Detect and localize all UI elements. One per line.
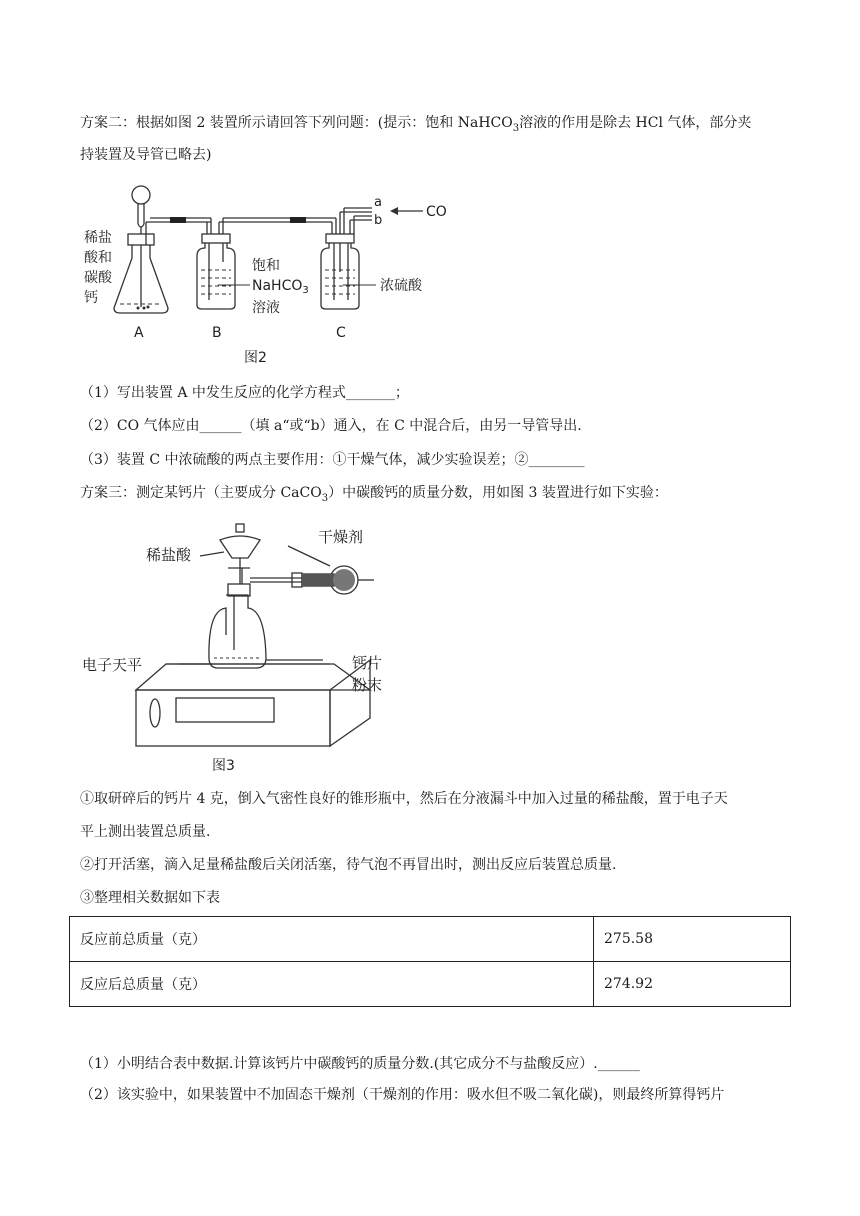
scheme2-question-1: （1）写出装置 A 中发生反应的化学方程式_______； <box>80 385 409 401</box>
label-c: C <box>336 325 346 341</box>
step-2: ②打开活塞，滴入足量稀盐酸后关闭活塞，待气泡不再冒出时，测出反应后装置总质量. <box>80 857 617 873</box>
label-flask-b-line1: 饱和 <box>252 258 280 274</box>
figure-2-apparatus <box>78 182 478 372</box>
table-cell-value: 275.58 <box>594 917 791 962</box>
step-3: ③整理相关数据如下表 <box>80 890 220 906</box>
label-a: A <box>134 325 144 341</box>
scheme3-question-2: （2）该实验中，如果装置中不加固态干燥剂（干燥剂的作用：吸水但不吸二氧化碳)，则最终所算得钙片 <box>80 1087 725 1103</box>
figure-2-caption: 图2 <box>244 350 267 366</box>
figure-3-apparatus <box>78 520 498 778</box>
data-table <box>69 916 791 1007</box>
scheme2-intro-line2: 持装置及导管已略去) <box>80 147 212 163</box>
label-electronic-balance: 电子天平 <box>82 656 143 674</box>
label-powder-line2: 粉末 <box>352 676 383 694</box>
step-1-line2: 平上测出装置总质量. <box>80 824 211 840</box>
scheme3-question-1: （1）小明结合表中数据.计算该钙片中碳酸钙的质量分数.(其它成分不与盐酸反应）.______ <box>80 1056 640 1072</box>
label-powder-line1: 钙片 <box>352 654 383 672</box>
label-flask-a-line4: 钙 <box>84 290 98 306</box>
label-port-b: b <box>374 213 383 228</box>
label-flask-a-line2: 酸和 <box>84 250 112 266</box>
scheme2-intro-line1: 方案二：根据如图 2 装置所示请回答下列问题：(提示：饱和 NaHCO$_3$溶液的作用是除去 HCl 气体，部分夹 <box>80 115 752 134</box>
label-b: B <box>212 325 222 341</box>
step-1-line1: ①取研碎后的钙片 4 克，倒入气密性良好的锥形瓶中，然后在分液漏斗中加入过量的稀盐酸，置于电子天 <box>80 791 728 807</box>
table-cell-label: 反应后总质量（克） <box>70 962 594 1007</box>
label-flask-a-line3: 碳酸 <box>84 270 112 286</box>
label-dilute-hcl: 稀盐酸 <box>146 546 192 564</box>
label-port-a: a <box>374 195 382 210</box>
label-flask-b-line3: 溶液 <box>252 300 280 316</box>
label-desiccant: 干燥剂 <box>318 528 364 546</box>
table-row <box>70 962 791 1007</box>
scheme2-question-2: （2）CO 气体应由______（填 a“或“b）通入，在 C 中混合后，由另一导管导出. <box>80 418 582 434</box>
scheme3-intro: 方案三：测定某钙片（主要成分 CaCO$_3$）中碳酸钙的质量分数，用如图 3 装置进行如下实验： <box>80 485 668 504</box>
label-flask-b-line2: NaHCO$_3$ <box>252 278 309 296</box>
table-cell-label: 反应前总质量（克） <box>70 917 594 962</box>
table-cell-value: 274.92 <box>594 962 791 1007</box>
table-row <box>70 917 791 962</box>
scheme2-question-3: （3）装置 C 中浓硫酸的两点主要作用：①干燥气体，减少实验误差；②________ <box>80 452 585 468</box>
label-flask-a-line1: 稀盐 <box>84 230 112 246</box>
label-co: CO <box>426 204 447 220</box>
label-flask-c: 浓硫酸 <box>380 278 422 294</box>
figure-3-caption: 图3 <box>212 758 235 774</box>
